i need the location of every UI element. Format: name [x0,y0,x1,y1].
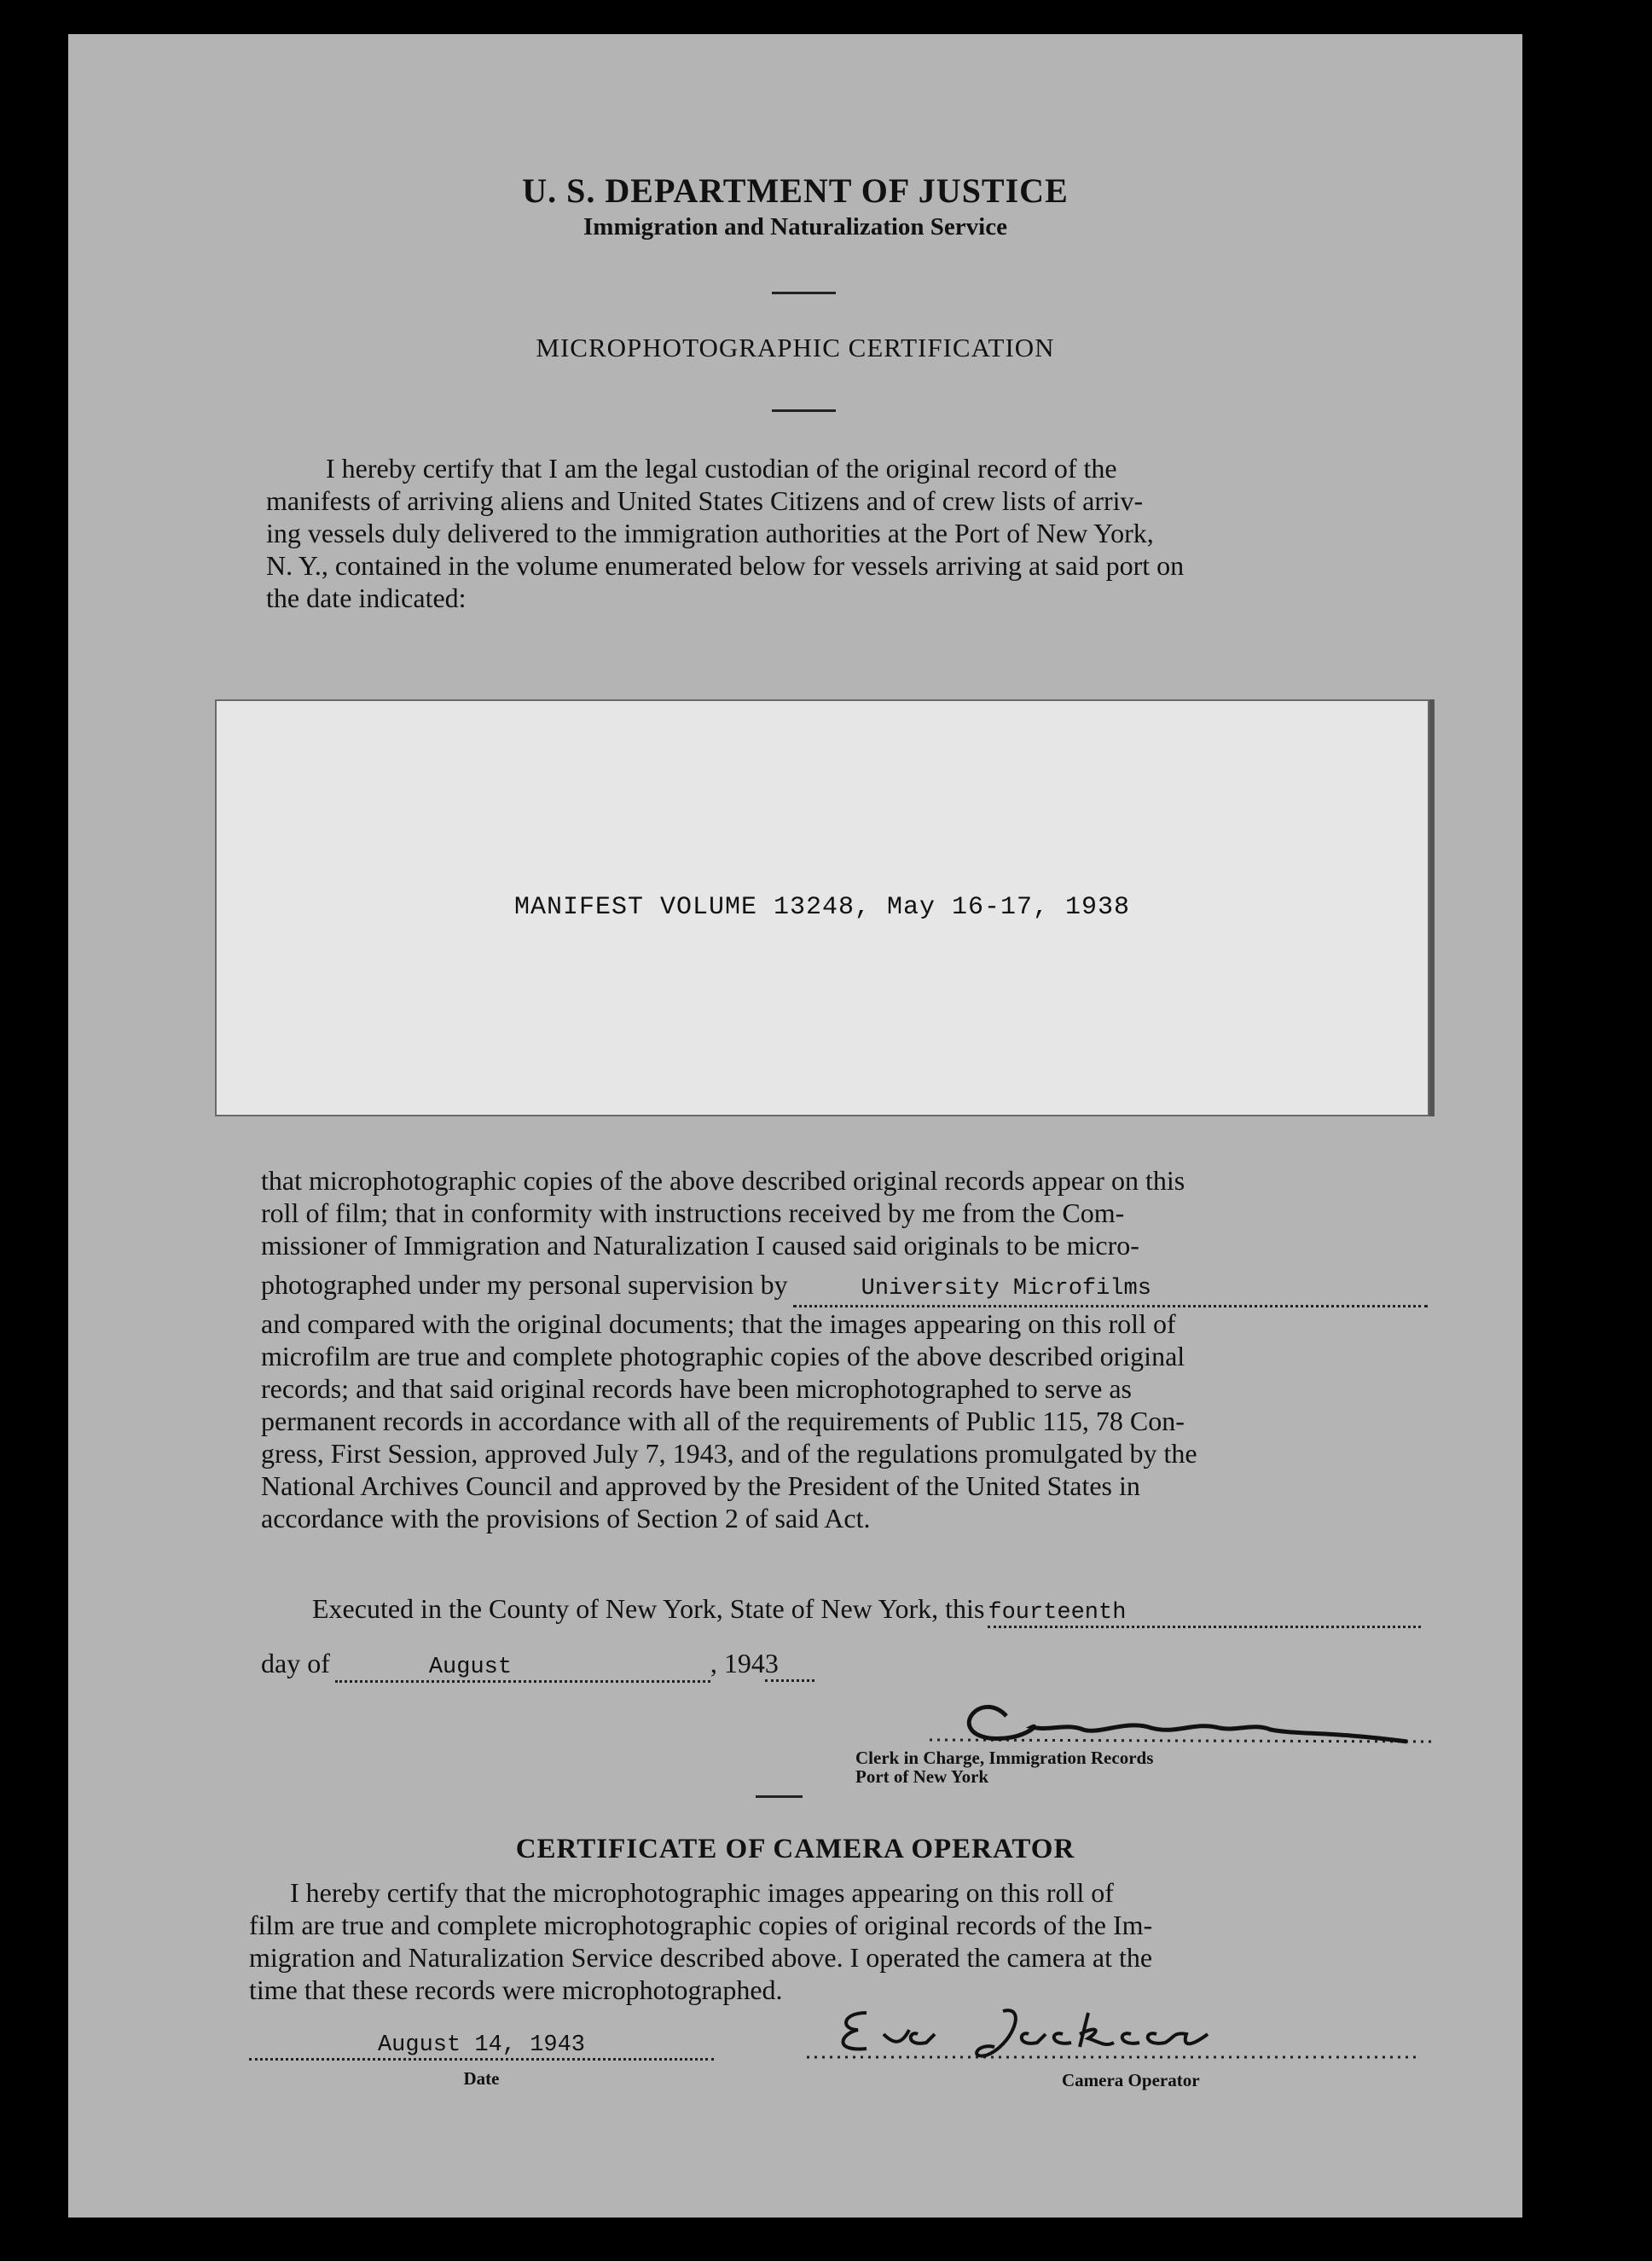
paragraph-line: migration and Naturalization Service described above. I operated the camera at the [249,1942,1153,1973]
execution-line [312,1593,1421,1628]
supervision-line [261,1268,1428,1307]
operator-label: Camera Operator [1062,2070,1200,2090]
paragraph-line: that microphotographic copies of the above described original records appear on this [261,1165,1185,1196]
paragraph-line: time that these records were microphotographed. [249,1974,783,2005]
execution-label: Executed in the County of New York, State of New York, this [312,1593,985,1624]
paragraph-line: I hereby certify that the microphotographic images appearing on this roll of [290,1877,1114,1908]
date-label: Date [463,2068,500,2089]
operator-signature [807,1996,1421,2064]
paragraph-line: missioner of Immigration and Naturalization I caused said originals to be micro- [261,1230,1139,1261]
supervisor-field: University Microfilms [793,1273,1428,1307]
manifest-insert [215,699,1429,1116]
camera-certificate-text [249,1876,1417,2006]
paragraph-line: roll of film; that in conformity with instructions received by me from the Com- [261,1197,1125,1228]
paragraph-line: film are true and complete microphotographic copies of original records of the Im- [249,1910,1153,1940]
year-field: 3 [765,1648,814,1682]
department-heading: U. S. DEPARTMENT OF JUSTICE [522,171,1069,210]
divider [756,1795,803,1798]
camera-certificate-title: CERTIFICATE OF CAMERA OPERATOR [515,1834,1075,1864]
paragraph-line: microfilm are true and complete photographic copies of the above described original [261,1341,1185,1371]
operator-signature-area [807,1996,1421,2064]
paragraph-line: gress, First Session, approved July 7, 1943, and of the regulations promulgated by the [261,1438,1197,1469]
clerk-office-line: Port of New York [855,1766,989,1787]
clerk-title [855,1748,1153,1786]
day-of-label: day of [261,1648,330,1678]
body-paragraph [261,1164,1428,1534]
divider [772,292,836,294]
day-field: fourteenth [988,1600,1421,1628]
camera-date-field: August 14, 1943 [249,2032,714,2061]
paragraph-line: I hereby certify that I am the legal custodian of the original record of the [326,453,1117,484]
clerk-title-line: Clerk in Charge, Immigration Records [855,1748,1154,1768]
manifest-volume-text: MANIFEST VOLUME 13248, May 16-17, 1938 [513,893,1131,922]
paragraph-line: permanent records in accordance with all of the requirements of Public 115, 78 Con- [261,1406,1185,1436]
date-line [261,1648,814,1683]
paragraph-line: records; and that said original records have been microphotographed to serve as [261,1373,1132,1404]
divider [772,409,836,412]
paragraph-line: N. Y., contained in the volume enumerated below for vessels arriving at said port on [266,550,1185,581]
month-field: August [335,1655,710,1683]
paragraph-line: accordance with the provisions of Section 2 of said Act. [261,1503,871,1533]
paragraph-line: National Archives Council and approved by the President of the United States in [261,1470,1140,1501]
clerk-signature [930,1697,1441,1748]
certification-title: MICROPHOTOGRAPHIC CERTIFICATION [536,333,1055,362]
service-subheading: Immigration and Naturalization Service [583,213,1007,241]
paragraph-line: and compared with the original documents; that the images appearing on this roll of [261,1308,1176,1339]
paragraph-line: manifests of arriving aliens and United States Citizens and of crew lists of arriv- [266,485,1144,516]
paragraph-line: the date indicated: [266,583,467,613]
clerk-signature-area [930,1697,1441,1740]
intro-paragraph [266,452,1433,614]
supervision-label: photographed under my personal supervision by [261,1269,788,1300]
year-prefix: , 194 [710,1648,765,1678]
paragraph-line: ing vessels duly delivered to the immigration authorities at the Port of New York, [266,518,1154,548]
certificate-page [68,34,1522,2218]
